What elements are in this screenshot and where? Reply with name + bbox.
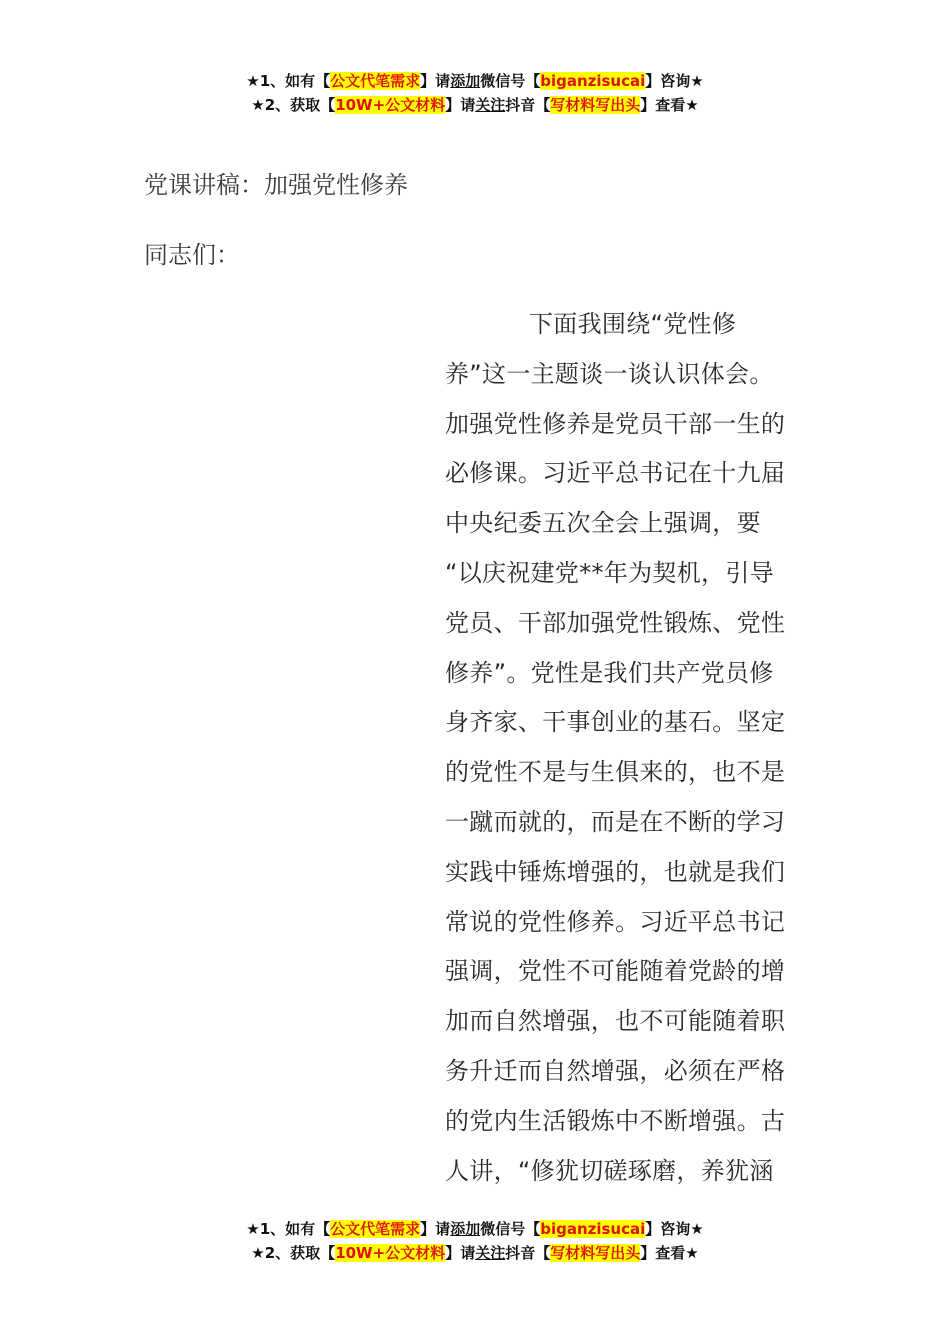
body-line: 养”这一主题谈一谈认识体会。 [445, 359, 774, 388]
header-line-2-prefix: ★2、获取【 [251, 96, 336, 114]
body-line: 务升迁而自然增强，必须在严格 [445, 1056, 786, 1085]
follow-underlined: 关注 [475, 1244, 506, 1262]
footer-line-2-suffix: 】查看★ [640, 1244, 699, 1262]
body-line: 的党内生活锻炼中不断增强。古 [445, 1106, 786, 1135]
body-line: 党员、干部加强党性锻炼、党性 [445, 608, 786, 637]
add-underlined: 添加 [450, 1220, 481, 1238]
body-line: 必修课。习近平总书记在十九届 [445, 459, 786, 488]
header-line-1 [0, 69, 950, 93]
header-line-1-text-2: 微信号【 [480, 72, 541, 90]
body-line: 强调，党性不可能随着党龄的增 [445, 957, 786, 986]
body-line: “以庆祝建党**年为契机，引导 [445, 558, 774, 587]
footer-banner [0, 1217, 950, 1265]
header-line-2-text: 】请 [445, 96, 476, 114]
header-line-2 [0, 93, 950, 117]
footer-line-2-text-2: 抖音【 [505, 1244, 551, 1262]
footer-line-1 [0, 1217, 950, 1241]
header-line-2-text-2: 抖音【 [505, 96, 551, 114]
body-line: 加而自然增强，也不可能随着职 [445, 1007, 786, 1036]
follow-underlined: 关注 [475, 96, 506, 114]
document-title: 党课讲稿：加强党性修养 [144, 171, 408, 199]
footer-line-1-text-2: 微信号【 [480, 1220, 541, 1238]
add-underlined: 添加 [450, 72, 481, 90]
footer-line-2 [0, 1241, 950, 1265]
body-paragraph [445, 300, 807, 1196]
body-line: 加强党性修养是党员干部一生的 [445, 409, 786, 438]
header-line-2-suffix: 】查看★ [640, 96, 699, 114]
body-line: 中央纪委五次全会上强调，要 [445, 509, 761, 538]
douyin-account-highlight: 写材料写出头 [550, 96, 641, 114]
footer-line-1-text: 】请 [420, 1220, 451, 1238]
header-line-1-text: 】请 [420, 72, 451, 90]
body-line: 修养”。党性是我们共产党员修 [445, 658, 774, 687]
wechat-id-highlight: biganzisucai [540, 1220, 646, 1238]
footer-line-2-prefix: ★2、获取【 [251, 1244, 336, 1262]
footer-line-2-text: 】请 [445, 1244, 476, 1262]
materials-highlight: 10W+公文材料 [335, 1244, 446, 1262]
ghostwriting-highlight: 公文代笔需求 [330, 72, 421, 90]
body-line: 人讲，“修犹切磋琢磨，养犹涵 [445, 1156, 774, 1185]
header-banner [0, 69, 950, 117]
header-line-1-suffix: 】咨询★ [645, 72, 704, 90]
douyin-account-highlight: 写材料写出头 [550, 1244, 641, 1262]
body-line: 一蹴而就的，而是在不断的学习 [445, 807, 786, 836]
body-line: 身齐家、干事创业的基石。坚定 [445, 708, 786, 737]
salutation: 同志们： [144, 241, 240, 269]
footer-line-1-prefix: ★1、如有【 [246, 1220, 331, 1238]
body-line: 实践中锤炼增强的，也就是我们 [445, 857, 786, 886]
header-line-1-prefix: ★1、如有【 [246, 72, 331, 90]
body-line: 的党性不是与生俱来的，也不是 [445, 758, 786, 787]
ghostwriting-highlight: 公文代笔需求 [330, 1220, 421, 1238]
body-line: 下面我围绕“党性修 [529, 310, 737, 338]
footer-line-1-suffix: 】咨询★ [645, 1220, 704, 1238]
materials-highlight: 10W+公文材料 [335, 96, 446, 114]
body-line: 常说的党性修养。习近平总书记 [445, 907, 786, 936]
wechat-id-highlight: biganzisucai [540, 72, 646, 90]
